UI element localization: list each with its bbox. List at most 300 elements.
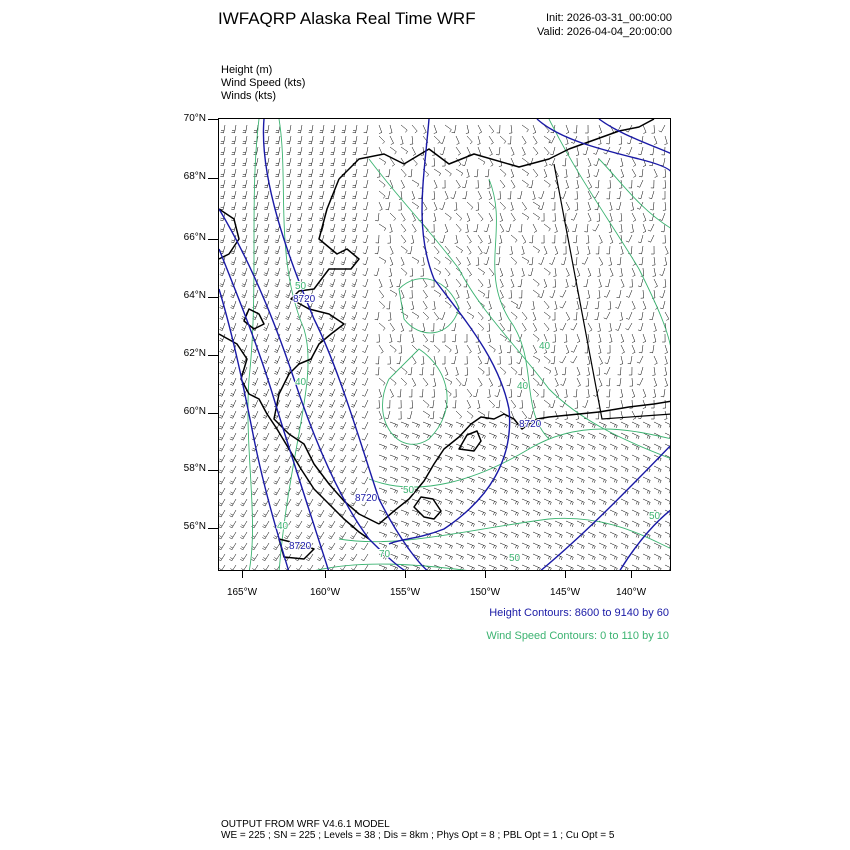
wind-barb — [467, 532, 474, 538]
wind-barb — [555, 543, 562, 549]
wind-barb — [467, 345, 471, 353]
wind-barb — [308, 180, 313, 188]
wind-barb — [610, 543, 617, 549]
wind-barb — [286, 235, 291, 243]
wind-barb — [220, 169, 225, 177]
wind-barb — [599, 257, 603, 266]
wind-barb — [533, 477, 540, 483]
wind-barb — [488, 279, 491, 287]
wind-barb — [434, 466, 442, 472]
wind-barb — [341, 191, 346, 199]
wind-barb — [565, 279, 568, 288]
wind-barb — [555, 224, 558, 233]
wind-barb — [387, 400, 390, 408]
wind-barb — [650, 345, 654, 353]
wind-barb — [401, 169, 406, 177]
wind-barb — [610, 565, 617, 571]
wind-barb — [363, 290, 368, 298]
wind-barb — [379, 136, 385, 144]
wind-barb — [341, 224, 346, 232]
wind-barb — [242, 235, 247, 243]
wind-barb — [273, 543, 280, 550]
wind-barb — [390, 257, 393, 266]
wind-barb — [621, 246, 624, 255]
wind-barb — [605, 356, 610, 364]
wind-barb — [361, 521, 368, 528]
wind-barb — [423, 301, 427, 309]
wind-barb — [496, 257, 500, 265]
height-contour-label: 8720 — [289, 541, 312, 552]
wind-barb — [328, 510, 335, 517]
wind-barb — [511, 565, 518, 571]
wind-barb — [341, 213, 346, 221]
wind-barb — [550, 290, 555, 298]
wind-barb — [230, 323, 236, 331]
wind-barb — [511, 367, 517, 375]
wind-barb — [566, 202, 570, 211]
wind-barb — [664, 367, 667, 376]
wind-barb — [562, 367, 566, 375]
wind-barb — [560, 301, 566, 308]
wind-barb — [478, 367, 484, 374]
wind-barb — [231, 301, 237, 309]
wind-barb — [456, 136, 459, 145]
wind-barb — [340, 433, 346, 440]
wind-barb — [230, 499, 237, 506]
lon-label: 155°W — [389, 587, 421, 598]
wind-barb — [452, 334, 456, 342]
wind-barb — [604, 367, 610, 374]
wind-barb — [319, 169, 324, 177]
wind-barb — [577, 268, 580, 277]
wind-barb — [478, 268, 485, 275]
wind-barb — [379, 191, 385, 198]
wind-barb — [620, 158, 623, 167]
wind-barb — [286, 224, 291, 232]
wind-barb — [631, 202, 634, 210]
wind-barb — [423, 400, 429, 408]
wind-barb — [351, 356, 357, 363]
wind-barb — [539, 191, 545, 199]
wind-barb — [390, 378, 396, 385]
wind-barb — [586, 389, 589, 397]
wind-barb — [575, 400, 578, 408]
wind-barb — [445, 499, 452, 505]
wind-barb — [456, 290, 459, 299]
wind-barb — [661, 224, 665, 232]
wind-barb — [577, 510, 584, 516]
wind-barb — [522, 499, 529, 505]
wind-barb — [586, 235, 589, 243]
wind-barb — [467, 565, 474, 571]
wind-barb — [606, 136, 610, 144]
wind-barb — [478, 543, 485, 549]
wind-barb — [665, 246, 668, 255]
wind-barb — [440, 202, 446, 210]
wind-barb — [643, 488, 650, 494]
wind-barb — [230, 422, 236, 429]
valid-time: Valid: 2026-04-04_20:00:00 — [537, 26, 672, 38]
wind-barb — [252, 422, 258, 429]
wind-barb — [409, 290, 412, 298]
wind-barb — [297, 191, 302, 199]
wind-barb — [242, 202, 247, 210]
wind-barb — [588, 202, 591, 211]
wind-barb — [219, 433, 225, 440]
lon-label: 140°W — [615, 587, 647, 598]
model-config: WE = 225 ; SN = 225 ; Levels = 38 ; Dis = 8km ; Phys Opt = 8 ; PBL Opt = 1 ; Cu Opt = 5 — [221, 830, 615, 841]
wind-barb — [401, 246, 407, 253]
map-canvas — [219, 119, 671, 571]
wind-barb — [379, 279, 382, 288]
wind-barb — [390, 477, 398, 483]
wind-barb — [478, 125, 482, 134]
wind-barb — [434, 543, 442, 549]
wind-barb — [385, 191, 390, 199]
wind-barb — [593, 224, 599, 231]
wind-barb — [626, 312, 632, 319]
wind-barb — [320, 136, 325, 144]
wind-barb — [220, 279, 225, 287]
wind-barb — [363, 158, 368, 166]
wind-barb — [286, 191, 291, 199]
wind-barb — [665, 532, 671, 538]
wind-barb — [376, 356, 379, 364]
wind-barb — [598, 334, 601, 343]
wind-barb — [219, 510, 225, 517]
wind-barb — [652, 367, 655, 375]
wind-barb — [423, 444, 431, 450]
wind-barb — [599, 554, 606, 560]
wind-barb — [643, 477, 650, 483]
wind-barb — [275, 268, 280, 276]
wind-barb — [401, 180, 405, 189]
wind-barb — [533, 433, 540, 439]
wind-barb — [452, 125, 456, 133]
wind-barb — [363, 268, 368, 276]
wind-barb — [576, 301, 579, 310]
wind-barb — [610, 466, 617, 472]
wind-barb — [241, 422, 247, 429]
wind-barb — [478, 345, 481, 354]
wind-barb — [263, 444, 269, 451]
wind-barb — [241, 499, 248, 506]
wind-barb — [274, 433, 280, 440]
wind-barb — [456, 521, 463, 527]
wind-barb — [522, 323, 526, 331]
wind-barb — [308, 246, 313, 254]
wind-barb — [665, 565, 671, 571]
wind-barb — [577, 554, 584, 560]
wind-barb — [485, 169, 489, 177]
wind-barb — [477, 400, 480, 409]
wind-barb — [641, 290, 644, 298]
wind-barb — [219, 532, 225, 539]
wind-barb — [598, 345, 601, 354]
wind-barb — [456, 367, 459, 376]
wind-contour-label: 40 — [539, 341, 551, 352]
wind-barb — [412, 444, 420, 450]
wind-barb — [511, 257, 517, 265]
wind-barb — [442, 356, 445, 364]
wind-barb — [363, 224, 368, 232]
wind-barb — [328, 543, 335, 550]
wind-barb — [654, 499, 661, 505]
wind-barb — [434, 125, 437, 134]
wind-barb — [507, 378, 511, 386]
wind-barb — [390, 290, 397, 297]
wind-barb — [588, 444, 595, 450]
wind-barb — [583, 400, 589, 408]
wind-barb — [533, 565, 540, 571]
wind-barb — [478, 378, 482, 386]
lat-label: 58°N — [183, 463, 206, 474]
wind-barb — [606, 389, 610, 397]
wind-barb — [230, 411, 236, 418]
wind-barb — [295, 532, 302, 539]
wind-barb — [489, 532, 496, 538]
wind-barb — [408, 367, 412, 375]
wind-barb — [329, 345, 335, 353]
wind-barb — [352, 191, 357, 199]
wind-barb — [274, 466, 280, 473]
wind-barb — [467, 400, 471, 409]
wind-barb — [522, 488, 529, 494]
wind-barb — [318, 378, 324, 385]
wind-barb — [353, 147, 358, 155]
wind-barb — [296, 367, 302, 374]
wind-barb — [430, 400, 434, 408]
wind-barb — [587, 367, 590, 375]
wind-barb — [362, 356, 368, 363]
wind-barb — [341, 290, 346, 298]
wind-contour-label: 40 — [295, 377, 307, 388]
wind-barb — [263, 334, 269, 342]
wind-barb — [230, 378, 236, 385]
wind-barb — [341, 202, 346, 210]
wind-barb — [308, 257, 313, 265]
lat-tick — [208, 297, 218, 298]
wind-barb — [665, 345, 668, 354]
wind-barb — [599, 455, 606, 461]
wind-barb — [544, 499, 551, 505]
wind-barb — [566, 466, 573, 472]
wind-barb — [566, 433, 573, 439]
wind-barb — [445, 169, 451, 176]
wind-barb — [533, 521, 540, 527]
wind-barb — [242, 158, 247, 166]
wind-barb — [353, 125, 357, 133]
wind-barb — [555, 444, 562, 450]
wind-barb — [550, 400, 555, 408]
wind-barb — [390, 323, 395, 331]
wind-barb — [319, 158, 324, 166]
wind-barb — [467, 202, 473, 210]
wind-barb — [329, 422, 335, 429]
wind-barb — [566, 532, 573, 538]
wind-barb — [599, 125, 602, 134]
wind-barb — [284, 532, 291, 539]
wind-barb — [379, 125, 382, 134]
wind-barb — [401, 312, 408, 319]
wind-barb — [489, 433, 496, 439]
wind-barb — [307, 488, 313, 495]
wind-barb — [498, 191, 501, 199]
wind-barb — [475, 180, 478, 188]
wind-barb — [423, 488, 431, 494]
wind-barb — [500, 268, 503, 277]
wind-barb — [363, 301, 369, 309]
wind-barb — [489, 455, 496, 461]
wind-barb — [285, 345, 291, 353]
wind-barb — [318, 356, 324, 363]
wind-barb — [220, 224, 225, 232]
wind-barb — [511, 477, 518, 483]
wind-barb — [339, 554, 346, 561]
wind-barb — [511, 180, 515, 188]
wind-barb — [350, 554, 357, 561]
wind-barb — [500, 499, 507, 505]
wind-barb — [489, 191, 492, 200]
wind-barb — [500, 169, 506, 177]
wind-barb — [219, 455, 225, 462]
wind-barb — [617, 257, 621, 265]
wind-barb — [660, 158, 665, 166]
wind-barb — [522, 147, 525, 156]
wind-barb — [478, 532, 485, 538]
wind-barb — [511, 147, 514, 156]
wind-barb — [386, 169, 390, 177]
wind-barb — [329, 323, 335, 331]
wind-barb — [522, 554, 529, 560]
wind-barb — [577, 565, 584, 571]
wind-barb — [456, 466, 463, 472]
wind-barb — [533, 125, 536, 134]
wind-barb — [230, 433, 236, 440]
wind-barb — [566, 345, 569, 354]
wind-barb — [541, 389, 544, 397]
wind-barb — [298, 125, 302, 133]
wind-barb — [632, 301, 635, 310]
wind-barb — [362, 378, 368, 385]
wind-contour-label: 50 — [403, 485, 415, 496]
wind-barb — [363, 169, 368, 177]
wind-barb — [319, 213, 324, 221]
wind-barb — [262, 532, 269, 539]
wind-barb — [390, 224, 393, 233]
wind-barb — [631, 224, 634, 232]
wind-barb — [588, 543, 595, 549]
wind-barb — [629, 180, 632, 188]
wind-barb — [522, 543, 529, 549]
wind-barb — [456, 499, 463, 505]
wind-barb — [362, 433, 368, 440]
wind-barb — [544, 169, 547, 178]
wind-barb — [632, 158, 636, 167]
lon-tick — [631, 571, 632, 578]
wind-barb — [412, 455, 420, 461]
wind-barb — [596, 246, 599, 254]
wind-barb — [462, 378, 467, 386]
wind-barb — [386, 202, 390, 210]
wind-barb — [566, 477, 573, 483]
wind-barb — [466, 125, 469, 134]
wind-barb — [330, 213, 335, 221]
wind-barb — [274, 367, 280, 374]
wind-barb — [632, 565, 639, 571]
wind-barb — [242, 180, 247, 188]
wind-barb — [455, 235, 458, 243]
wind-barb — [423, 422, 431, 428]
wind-barb — [653, 334, 656, 343]
wind-barb — [240, 510, 247, 517]
wind-barb — [544, 422, 551, 428]
wind-barb — [574, 125, 578, 133]
wind-barb — [230, 466, 236, 473]
wind-barb — [401, 235, 406, 243]
wind-barb — [544, 543, 551, 549]
wind-barb — [408, 246, 413, 254]
wind-barb — [610, 554, 617, 560]
lon-tick — [242, 571, 243, 578]
wind-barb — [297, 180, 302, 188]
wind-barb — [467, 444, 474, 450]
field-label-winds: Winds (kts) — [221, 90, 276, 102]
wind-barb — [412, 202, 419, 209]
wind-barb — [252, 400, 258, 407]
wind-barb — [445, 191, 448, 200]
wind-barb — [219, 521, 225, 528]
wind-barb — [660, 290, 665, 298]
wind-barb — [442, 334, 445, 342]
wind-barb — [500, 510, 507, 516]
wind-barb — [508, 191, 511, 199]
wind-barb — [390, 455, 398, 461]
wind-barb — [275, 202, 280, 210]
wind-barb — [264, 202, 269, 210]
wind-barb — [456, 554, 463, 560]
wind-barb — [390, 147, 396, 154]
wind-barb — [478, 510, 485, 516]
wind-barb — [511, 444, 518, 450]
wind-barb — [594, 169, 599, 177]
wind-contour-label: 50 — [649, 511, 661, 522]
wind-barb — [374, 268, 379, 276]
lat-label: 56°N — [183, 521, 206, 532]
wind-barb — [489, 202, 495, 210]
wind-barb — [467, 554, 474, 560]
wind-barb — [409, 389, 412, 397]
wind-barb — [456, 455, 463, 461]
wind-barb — [232, 136, 237, 144]
wind-barb — [412, 477, 420, 483]
wind-barb — [632, 389, 635, 398]
wind-barb — [566, 422, 573, 428]
wind-barb — [643, 334, 646, 343]
wind-barb — [595, 202, 599, 210]
wind-barb — [231, 191, 236, 199]
wind-barb — [341, 180, 346, 188]
wind-barb — [571, 345, 577, 352]
wind-barb — [626, 323, 633, 330]
wind-barb — [221, 136, 226, 144]
wind-barb — [663, 180, 666, 188]
wind-barb — [566, 521, 573, 527]
wind-barb — [528, 411, 533, 419]
wind-barb — [401, 147, 408, 154]
wind-barb — [533, 246, 540, 253]
wind-barb — [544, 246, 547, 255]
